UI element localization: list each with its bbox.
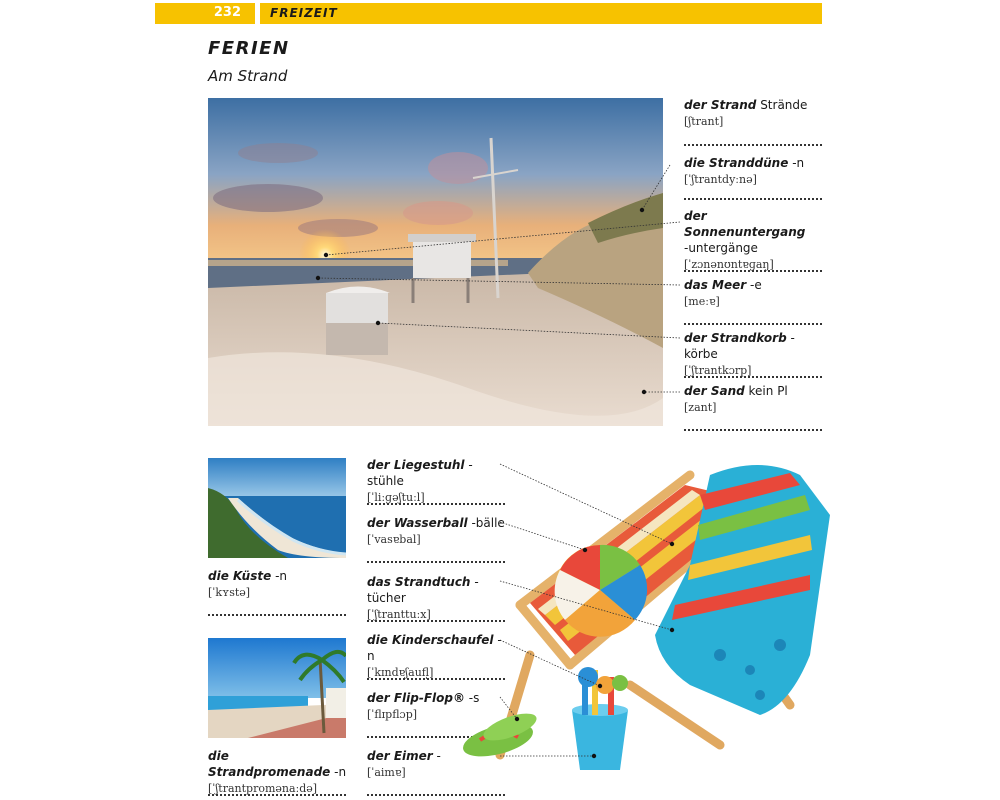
term-word: die Küste — [208, 569, 272, 583]
divider — [684, 198, 822, 200]
term-ipa: [ˈflɪpflɔp] — [367, 708, 418, 721]
section-title: FREIZEIT — [270, 6, 338, 20]
term-ipa: [ˈliːɡəʃtuːl] — [367, 491, 425, 504]
page-number-bar — [155, 3, 255, 24]
page-title: FERIEN — [208, 38, 290, 59]
term-ipa: [ˈʃtrantdyːnə] — [684, 173, 757, 186]
coast-image — [208, 458, 346, 558]
term-plural: -stühle — [367, 458, 473, 488]
term-ipa: [ˈkɪndɐʃaufl̩] — [367, 666, 434, 679]
term-ipa: [ˈʃtrantpromənaːdə] — [208, 782, 318, 795]
term-plural: -tücher — [367, 575, 479, 605]
divider — [684, 323, 822, 325]
deckchair-illustration — [460, 455, 850, 775]
term-ipa: [ʃtrant] — [684, 115, 724, 128]
term-word: die Kinderschaufel — [367, 633, 494, 647]
divider — [684, 270, 822, 272]
page-subtitle: Am Strand — [208, 67, 288, 85]
promenade-image — [208, 638, 346, 738]
beach-sunset-illustration — [208, 98, 663, 426]
promenade-illustration — [208, 638, 346, 738]
divider — [684, 429, 822, 431]
divider — [208, 794, 346, 796]
term-word: der Liegestuhl — [367, 458, 465, 472]
term-word: die Strandpromenade — [208, 749, 331, 779]
term-plural: -n — [792, 156, 805, 170]
divider — [208, 614, 346, 616]
term-plural: -e — [749, 278, 762, 292]
term-word: der Sand — [684, 384, 745, 398]
page-number: 232 — [213, 5, 241, 20]
term-plural: -untergänge — [684, 241, 758, 255]
term-plural: -s — [468, 691, 480, 705]
term-sand — [684, 383, 822, 416]
term-ipa: [ˈzɔnənʊntɐɡaŋ] — [684, 258, 774, 271]
term-meer — [684, 277, 822, 310]
term-word: der Flip-Flop® — [367, 691, 465, 705]
term-word: der Strand — [684, 98, 757, 112]
term-plural: -n — [334, 765, 347, 779]
term-ipa: [meːɐ] — [684, 295, 720, 308]
term-word: die Stranddüne — [684, 156, 789, 170]
divider — [684, 144, 822, 146]
term-kueste — [208, 568, 346, 601]
term-word: der Wasserball — [367, 516, 468, 530]
term-word: der Eimer — [367, 749, 433, 763]
term-ipa: [ˈʃtranttuːx] — [367, 608, 431, 621]
term-ipa: [ˈʃtrantkɔrp] — [684, 364, 752, 377]
term-plural: -bälle — [471, 516, 505, 530]
term-plural: -n — [275, 569, 287, 583]
coast-illustration — [208, 458, 346, 558]
term-word: das Strandtuch — [367, 575, 471, 589]
section-header-bar — [260, 3, 822, 24]
term-plural: kein Pl — [748, 384, 788, 398]
term-strandkorb — [684, 330, 822, 379]
term-strand — [684, 97, 822, 130]
term-sonnenuntergang — [684, 208, 822, 273]
term-plural: - — [436, 749, 441, 763]
divider — [367, 794, 505, 796]
term-strandpromenade — [208, 748, 348, 797]
term-ipa: [ˈvasɐbal] — [367, 533, 421, 546]
term-ipa: [ˈaimɐ] — [367, 766, 406, 779]
term-word: der Sonnenuntergang — [684, 209, 806, 239]
divider — [684, 376, 822, 378]
term-word: der Strandkorb — [684, 331, 787, 345]
term-plural: -n — [367, 633, 502, 663]
term-plural: Strände — [760, 98, 808, 112]
term-stranddune — [684, 155, 822, 188]
beach-sunset-image — [208, 98, 663, 426]
term-ipa: [zant] — [684, 401, 717, 414]
term-plural: -körbe — [684, 331, 795, 361]
term-ipa: [ˈkʏstə] — [208, 586, 251, 599]
term-word: das Meer — [684, 278, 747, 292]
